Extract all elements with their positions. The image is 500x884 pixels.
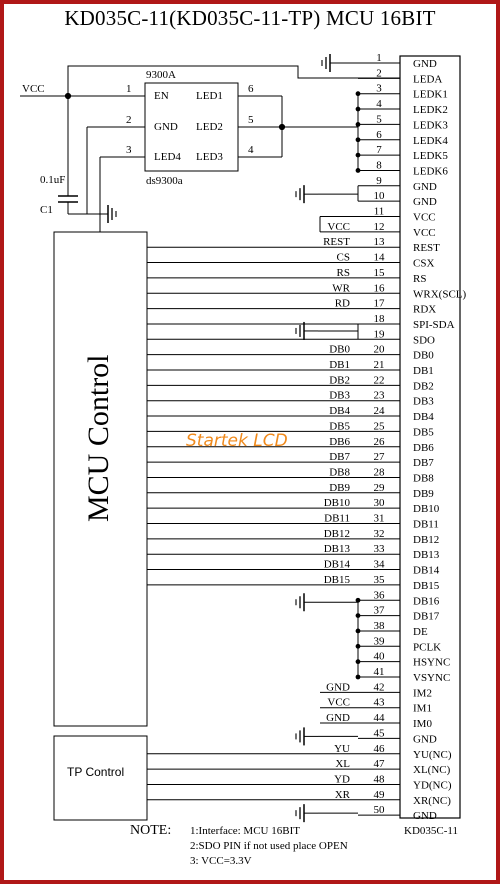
driver-pin-name: LED4 <box>154 151 181 163</box>
connector-pin-number: 27 <box>373 451 385 464</box>
signal-label: DB1 <box>329 359 350 371</box>
connector-pin-name: GND <box>413 58 437 70</box>
connector-pin-name: DB3 <box>413 395 434 408</box>
junction-dot <box>356 675 361 680</box>
connector-pin-name: DE <box>413 625 428 638</box>
connector-pin-name: DB7 <box>413 457 434 470</box>
connector-pin-number: 13 <box>373 236 385 249</box>
connector-pin-name: IM2 <box>413 687 432 700</box>
connector-pin-name: GND <box>413 810 437 823</box>
connector-pin-number: 46 <box>373 742 385 755</box>
connector-pin-name: HSYNC <box>413 656 451 669</box>
connector-pin-name: YU(NC) <box>413 748 452 761</box>
ground-symbol <box>296 185 318 203</box>
connector-pin-name: LEDK6 <box>413 165 448 178</box>
junction-dot <box>356 613 361 618</box>
driver-pin-number: 1 <box>126 83 132 95</box>
connector-pin-number: 11 <box>373 205 385 218</box>
connector-pin-number: 16 <box>373 282 385 295</box>
connector-pin-number: 44 <box>373 712 385 725</box>
signal-label: VCC <box>327 696 350 709</box>
connector-pin-name: SPI-SDA <box>413 318 455 331</box>
connector-pin-name: DB2 <box>413 380 434 393</box>
connector-pin-number: 19 <box>373 328 385 341</box>
connector-pin-number: 14 <box>373 251 385 264</box>
signal-label: XL <box>335 758 350 771</box>
connector-pin-name: DB12 <box>413 533 440 546</box>
connector-pin-number: 29 <box>373 481 385 494</box>
connector-pin-number: 39 <box>373 635 385 648</box>
junction-dot <box>356 107 361 112</box>
connector-pin-number: 32 <box>373 527 385 540</box>
driver-pin-name: GND <box>154 121 178 133</box>
driver-pin-name: EN <box>154 90 169 102</box>
connector-pin-name: IM1 <box>413 702 432 715</box>
connector-pin-number: 28 <box>373 466 385 479</box>
connector-pin-number: 6 <box>376 128 382 141</box>
connector-pin-number: 45 <box>373 727 385 740</box>
connector-pin-number: 50 <box>373 804 385 817</box>
connector-pin-name: YD(NC) <box>413 779 452 792</box>
junction-dot <box>356 153 361 158</box>
ground-symbol <box>322 54 344 72</box>
ground-symbol <box>296 727 318 745</box>
ground-symbol <box>296 322 318 340</box>
signal-label: YD <box>334 773 350 786</box>
connector-pin-number: 43 <box>373 696 385 709</box>
mcu-label: MCU Control <box>82 354 115 522</box>
driver-pin-number: 4 <box>248 144 254 156</box>
connector-pin-name: DB4 <box>413 411 434 424</box>
ground-symbol <box>108 205 116 223</box>
connector-pin-name: DB10 <box>413 503 440 516</box>
connector-pin-number: 47 <box>373 758 385 771</box>
signal-label: DB3 <box>329 389 350 402</box>
connector-pin-number: 42 <box>373 681 385 694</box>
connector-pin-name: DB15 <box>413 579 440 592</box>
signal-label: DB6 <box>329 435 350 448</box>
driver-part: 9300A <box>146 69 176 81</box>
connector-pin-number: 37 <box>373 604 385 617</box>
connector-pin-name: GND <box>413 733 437 746</box>
signal-label: DB12 <box>323 527 350 540</box>
connector-pin-number: 34 <box>373 558 385 571</box>
driver-pin-name: LED3 <box>196 151 223 163</box>
connector-pin-name: VCC <box>413 226 436 239</box>
connector-pin-number: 18 <box>373 312 385 325</box>
connector-pin-number: 22 <box>373 374 385 387</box>
connector-pin-number: 9 <box>376 174 382 187</box>
signal-label: DB9 <box>329 481 350 494</box>
watermark-text: Startek LCD <box>186 431 288 451</box>
junction-dot <box>356 91 361 96</box>
capacitor <box>40 174 87 216</box>
connector-pin-number: 3 <box>376 82 382 95</box>
connector-pin-name: LEDK4 <box>413 134 448 147</box>
connector-pin-number: 21 <box>373 359 385 371</box>
junction-dot <box>356 122 361 127</box>
capacitor-value: 0.1uF <box>40 174 66 186</box>
signal-label: GND <box>326 681 350 694</box>
signal-label: DB7 <box>329 451 350 464</box>
connector-pin-number: 24 <box>373 405 385 418</box>
connector-pin-name: DB1 <box>413 365 434 377</box>
signal-label: DB8 <box>329 466 350 479</box>
connector-pin-number: 23 <box>373 389 385 402</box>
signal-label: DB11 <box>324 512 350 525</box>
connector-pin-name: DB5 <box>413 426 434 439</box>
connector-pin-number: 5 <box>376 113 382 126</box>
connector-pin-number: 20 <box>373 343 385 356</box>
connector-pin-number: 49 <box>373 788 385 801</box>
driver-pin-number: 6 <box>248 83 254 95</box>
connector-pin-name: IM0 <box>413 718 432 731</box>
connector-pin-name: DB14 <box>413 564 440 577</box>
connector-pin-name: XL(NC) <box>413 764 451 777</box>
junction-dot <box>356 168 361 173</box>
signal-label: CS <box>336 251 350 264</box>
signal-label: GND <box>326 712 350 725</box>
note-heading: NOTE: <box>130 823 172 838</box>
note-line: 1:Interface: MCU 16BIT <box>190 825 300 837</box>
signal-label: DB14 <box>323 558 350 571</box>
connector-pin-number: 41 <box>373 666 385 678</box>
connector-pin-name: DB13 <box>413 549 440 562</box>
capacitor-ref: C1 <box>40 204 53 216</box>
diagram-title: KD035C-11(KD035C-11-TP) MCU 16BIT <box>64 6 436 30</box>
connector-pin-name: XR(NC) <box>413 794 451 807</box>
driver-pin-number: 2 <box>126 114 132 126</box>
connector-pin-number: 2 <box>376 67 382 80</box>
connector-pin-number: 48 <box>373 773 385 786</box>
driver-pin-name: LED1 <box>196 90 223 102</box>
signal-label: DB5 <box>329 420 350 433</box>
connector-pin-name: DB11 <box>413 518 439 531</box>
connector-pin-name: LEDK1 <box>413 88 448 101</box>
connector-pin-name: VSYNC <box>413 672 451 684</box>
connector-pin-number: 40 <box>373 650 385 663</box>
connector-pin-name: LEDK5 <box>413 150 448 163</box>
connector-pin-name: RS <box>413 272 427 285</box>
connector-pin-name: DB16 <box>413 595 440 608</box>
connector-pins <box>323 52 466 822</box>
connector-pin-number: 15 <box>373 266 385 279</box>
tp-label: TP Control <box>67 765 125 779</box>
note-line: 2:SDO PIN if not used place OPEN <box>190 840 348 852</box>
connector-pin-number: 7 <box>376 144 382 157</box>
connector-pin-name: VCC <box>413 211 436 224</box>
connector-pin-name: DB0 <box>413 349 434 362</box>
connector-pin-name: DB9 <box>413 487 434 500</box>
connector-pin-name: LEDA <box>413 73 443 86</box>
connector-pin-name: LEDK3 <box>413 119 448 132</box>
signal-label: DB13 <box>323 543 350 556</box>
signal-label: RS <box>336 266 350 279</box>
driver-pin-number: 3 <box>126 144 132 156</box>
connector-pin-name: WRX(SCL) <box>413 288 467 301</box>
signal-label: DB15 <box>323 573 350 586</box>
signal-label: WR <box>332 282 350 295</box>
connector-pin-number: 38 <box>373 619 385 632</box>
signal-label: YU <box>334 742 350 755</box>
junction-dot <box>356 629 361 634</box>
connector-pin-number: 26 <box>373 435 385 448</box>
ground-symbol <box>296 593 318 611</box>
connector-pin-name: LEDK2 <box>413 104 448 117</box>
connector-pin-number: 36 <box>373 589 385 602</box>
leda-wire <box>68 66 400 96</box>
connector-pin-number: 4 <box>376 98 382 111</box>
driver-pin-number: 5 <box>248 114 254 126</box>
connector-pin-number: 10 <box>373 190 385 203</box>
driver-pin-name: LED2 <box>196 121 223 133</box>
signal-label: VCC <box>327 220 350 233</box>
signal-label: DB2 <box>329 374 350 387</box>
connector-name: KD035C-11 <box>404 825 458 837</box>
signal-label: DB0 <box>329 343 350 356</box>
connector-pin-name: DB6 <box>413 441 434 454</box>
driver-ref: ds9300a <box>146 175 183 187</box>
connector-pin-number: 25 <box>373 420 385 433</box>
connector-pin-name: DB8 <box>413 472 434 485</box>
connector-pin-name: RDX <box>413 303 437 316</box>
signal-label: RD <box>334 297 350 310</box>
signal-label: DB10 <box>323 497 350 510</box>
signal-label: REST <box>323 236 350 249</box>
note-line: 3: VCC=3.3V <box>190 855 252 867</box>
ground-symbol <box>296 804 318 822</box>
connector-pin-name: DB17 <box>413 610 440 623</box>
connector-pin-number: 1 <box>376 52 382 64</box>
signal-label: XR <box>334 788 350 801</box>
connector-pin-name: CSX <box>413 257 435 270</box>
connector-pin-name: SDO <box>413 334 436 347</box>
connector-pin-number: 33 <box>373 543 385 556</box>
junction-dot <box>356 659 361 664</box>
vcc-input-label: VCC <box>22 83 45 95</box>
connector-pin-number: 30 <box>373 497 385 510</box>
connector-pin-number: 35 <box>373 573 385 586</box>
junction-dot <box>356 137 361 142</box>
connector-pin-name: GND <box>413 196 437 209</box>
signal-label: DB4 <box>329 405 350 418</box>
connector-pin-number: 17 <box>373 297 385 310</box>
junction-dot <box>356 644 361 649</box>
connector-pin-number: 31 <box>373 512 385 525</box>
connector-pin-name: PCLK <box>413 641 442 654</box>
connector-pin-name: REST <box>413 242 440 255</box>
connector-pin-number: 12 <box>373 220 385 233</box>
connector-pin-name: GND <box>413 180 437 193</box>
connector-pin-number: 8 <box>376 159 382 172</box>
